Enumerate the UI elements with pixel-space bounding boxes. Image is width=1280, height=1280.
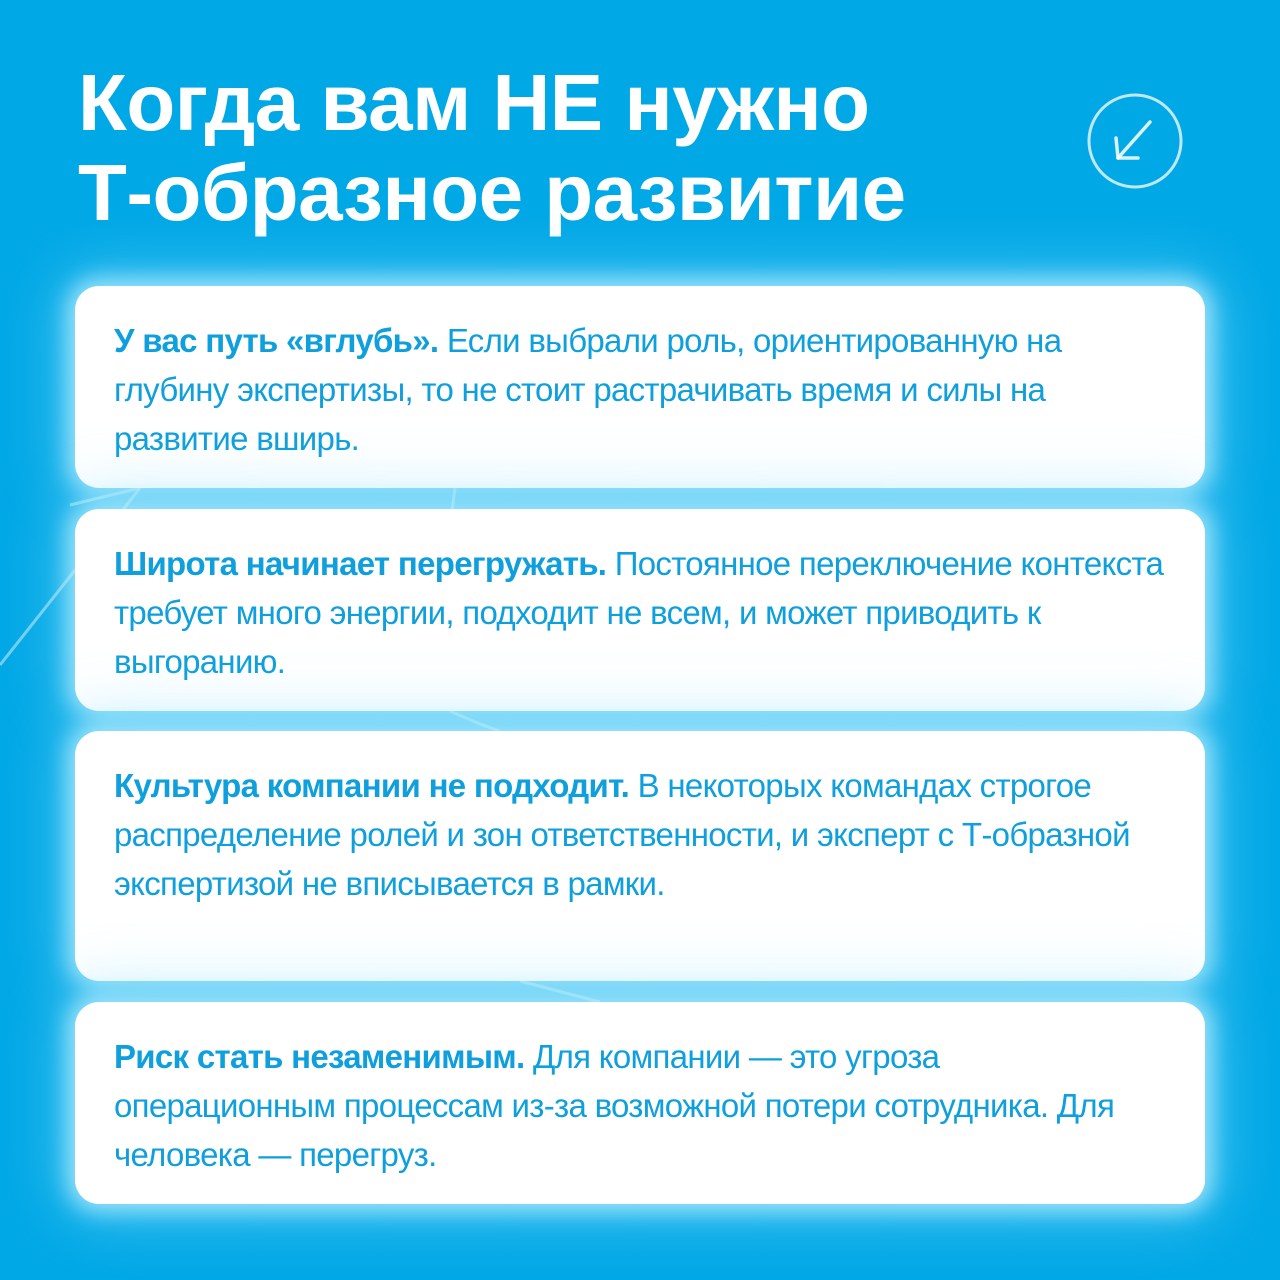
reason-lead: Культура компании не подходит.: [114, 767, 630, 804]
reason-body: Постоянное переключение контекста требует много энергии, подходит не всем, и может приводить к выгоранию.: [114, 545, 1164, 680]
reason-text: [114, 1032, 1165, 1179]
reason-text: [114, 761, 1165, 908]
reason-card-culture: [75, 731, 1205, 981]
reason-text: [114, 316, 1165, 463]
reason-lead: Риск стать незаменимым.: [114, 1038, 525, 1075]
reason-body: Если выбрали роль, ориентированную на глубину экспертизы, то не стоит растрачивать время и силы на развитие вширь.: [114, 322, 1062, 457]
reason-lead: У вас путь «вглубь».: [114, 322, 439, 359]
reason-body: В некоторых командах строгое распределение ролей и зон ответственности, и эксперт с Т-образной экспертизой не вписывается в рамки.: [114, 767, 1130, 902]
reason-lead: Широта начинает перегружать.: [114, 545, 607, 582]
arrow-down-left-icon: [1086, 92, 1184, 190]
title-line-2: Т-образное развитие: [78, 148, 906, 237]
reason-text: [114, 539, 1165, 686]
page-title: [78, 58, 906, 238]
reason-card-irreplaceable: [75, 1002, 1205, 1204]
reason-body: Для компании — это угроза операционным процессам из-за возможной потери сотрудника. Для человека — перегруз.: [114, 1038, 1115, 1173]
title-line-1: Когда вам НЕ нужно: [78, 58, 870, 147]
reason-card-overload: [75, 509, 1205, 711]
reason-card-depth: [75, 286, 1205, 488]
